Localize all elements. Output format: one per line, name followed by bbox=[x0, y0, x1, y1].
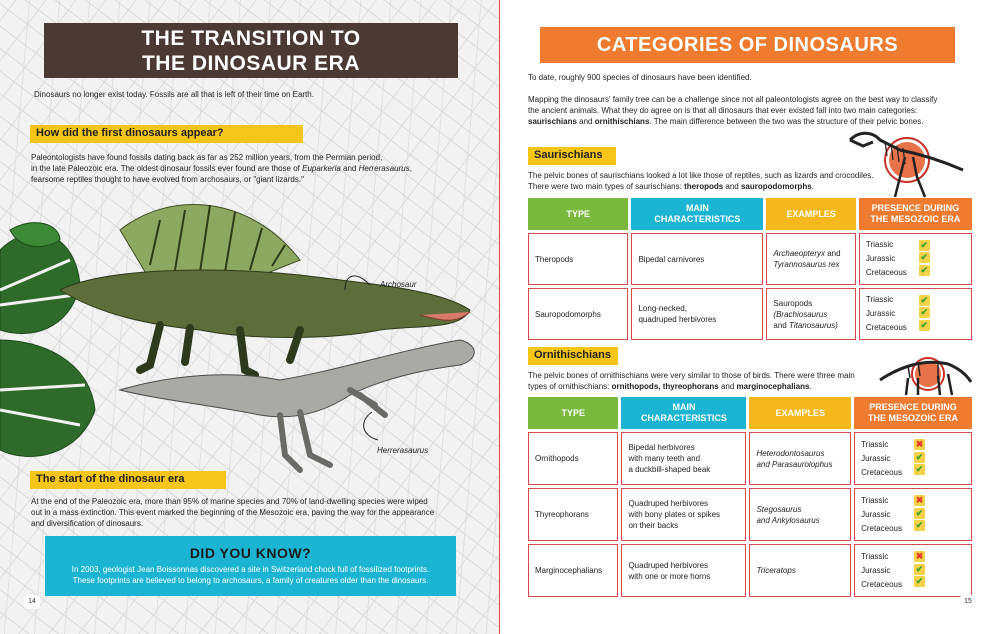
cell-line bbox=[773, 259, 848, 270]
period-triassic: Triassic bbox=[865, 295, 894, 304]
presence-marks bbox=[914, 550, 925, 592]
right-page-title: CATEGORIES OF DINOSAURS bbox=[540, 27, 955, 63]
period-names bbox=[861, 550, 902, 592]
col-presence bbox=[859, 198, 972, 230]
row-type: Ornithopods bbox=[528, 432, 618, 485]
cell-line: Bipedal carnivores bbox=[638, 254, 705, 264]
table-header-row bbox=[528, 397, 972, 429]
period-names bbox=[861, 438, 902, 480]
row-characteristics bbox=[631, 288, 763, 340]
heading-start-dinosaur-era: The start of the dinosaur era bbox=[30, 471, 226, 489]
text-span: in the late Paleozoic era. The oldest dinosaur fossils ever found are those of bbox=[31, 164, 303, 173]
cell-line bbox=[756, 515, 844, 526]
section1-text bbox=[31, 152, 471, 185]
heading-saurischians: Saurischians bbox=[528, 147, 616, 165]
example-term: Archaeopteryx bbox=[773, 249, 825, 258]
section2-text bbox=[31, 496, 481, 529]
check-icon: ✔ bbox=[915, 464, 924, 474]
cross-icon: ✖ bbox=[915, 439, 924, 449]
archosaur-figure bbox=[60, 205, 470, 375]
presence-list bbox=[861, 438, 965, 480]
section2-line: At the end of the Paleozoic era, more than 95% of marine species and 70% of land-dwelling species were wiped bbox=[31, 497, 428, 506]
left-intro: Dinosaurs no longer exist today. Fossils are all that is left of their time on Earth. bbox=[34, 90, 314, 99]
row-presence bbox=[859, 233, 972, 285]
check-icon: ✔ bbox=[920, 264, 929, 275]
row-type: Theropods bbox=[528, 233, 628, 285]
cross-icon: ✖ bbox=[915, 551, 924, 561]
col-type: TYPE bbox=[528, 397, 618, 429]
period-jurassic: Jurassic bbox=[865, 254, 896, 263]
marginocephalians-term: marginocephalians bbox=[736, 382, 810, 391]
sauropodomorphs-term: sauropodomorphs bbox=[740, 182, 812, 191]
euparkeria-term: Euparkeria bbox=[302, 164, 341, 173]
col-examples: EXAMPLES bbox=[749, 397, 851, 429]
cross-icon: ✖ bbox=[915, 495, 924, 505]
cell-line: quadruped herbivores bbox=[638, 315, 717, 324]
cell-line: with one or more horns bbox=[628, 571, 711, 581]
cell-line: Bipedal herbivores bbox=[628, 443, 695, 452]
period-jurassic: Jurassic bbox=[861, 509, 891, 519]
period-cretaceous: Cretaceous bbox=[861, 579, 902, 589]
page-number-right: 15 bbox=[960, 595, 976, 609]
period-cretaceous: Cretaceous bbox=[861, 523, 902, 533]
col-main-characteristics bbox=[631, 198, 763, 230]
table-row bbox=[528, 488, 972, 541]
title-line-1: THE TRANSITION TO bbox=[141, 27, 361, 50]
check-icon: ✔ bbox=[915, 451, 924, 462]
period-jurassic: Jurassic bbox=[865, 309, 896, 318]
header-line: THE MESOZOIC ERA bbox=[870, 214, 961, 224]
saurischians-term: saurischians bbox=[528, 117, 577, 126]
period-names bbox=[861, 494, 902, 536]
section1-line: fearsome reptiles thought to have evolved from archosaurs, or "giant lizards." bbox=[31, 175, 304, 184]
table-row bbox=[528, 544, 972, 597]
row-presence bbox=[854, 488, 972, 541]
orn-line: The pelvic bones of ornithischians were very similar to those of birds. There were three main bbox=[528, 371, 855, 380]
row-examples bbox=[766, 288, 855, 340]
cell-line: with many teeth and bbox=[628, 454, 701, 463]
header-line: CHARACTERISTICS bbox=[640, 413, 727, 423]
cell-line bbox=[773, 309, 848, 320]
row-characteristics bbox=[631, 233, 763, 285]
check-icon: ✔ bbox=[920, 252, 929, 262]
right-page bbox=[500, 0, 1000, 634]
period-triassic: Triassic bbox=[865, 240, 894, 249]
example-term: Stegosaurus bbox=[756, 504, 802, 514]
row-presence bbox=[854, 432, 972, 485]
text-span: . The main difference between the two was the structure of their pelvic bones. bbox=[649, 117, 924, 126]
text-span: and bbox=[825, 249, 841, 258]
example-term: Titanosaurus) bbox=[789, 320, 838, 330]
text-span: and bbox=[576, 117, 595, 126]
presence-list bbox=[866, 293, 965, 335]
ornithischians-term: ornithischians bbox=[594, 117, 650, 126]
ornithischians-table bbox=[525, 394, 975, 600]
did-you-know-box bbox=[45, 536, 456, 596]
col-type: TYPE bbox=[528, 198, 628, 230]
ornithopods-term: ornithopods, thyreophorans bbox=[611, 382, 719, 391]
text-span: , bbox=[409, 164, 412, 173]
title-line-2: THE DINOSAUR ERA bbox=[141, 52, 360, 75]
row-characteristics bbox=[621, 544, 746, 597]
did-line: In 2003, geologist Jean Boissonnas discovered a site in Switzerland chock full of fossilized footprints. bbox=[71, 565, 430, 574]
period-triassic: Triassic bbox=[861, 551, 889, 561]
dinosaur-illustration bbox=[0, 190, 499, 490]
col-presence bbox=[854, 397, 972, 429]
text-span: types of ornithischians: bbox=[528, 382, 612, 391]
example-term: (Brachiosaurus bbox=[773, 309, 828, 319]
ornithischians-text bbox=[528, 370, 968, 392]
check-icon: ✔ bbox=[915, 576, 924, 586]
did-you-know-text bbox=[45, 564, 456, 586]
presence-list bbox=[861, 494, 965, 536]
did-line: These footprints are believed to belong to archosaurs, a family of creatures older than the dinosaurs. bbox=[72, 576, 429, 585]
example-term: and Parasaurolophus bbox=[756, 459, 833, 469]
table-header-row bbox=[528, 198, 972, 230]
cell-line: with bony plates or spikes bbox=[628, 510, 721, 519]
section2-line: out in a mass extinction. This event marked the beginning of the Mesozoic era, paving the way for the appearance bbox=[31, 508, 435, 517]
cell-line: Quadruped herbivores bbox=[628, 499, 709, 508]
check-icon: ✔ bbox=[915, 507, 924, 518]
label-herrerasaurus: Herrerasaurus bbox=[377, 446, 429, 455]
cell-line bbox=[756, 448, 844, 459]
header-line: CHARACTERISTICS bbox=[654, 214, 741, 224]
row-presence bbox=[859, 288, 972, 340]
row-type: Sauropodomorphs bbox=[528, 288, 628, 340]
table-row bbox=[528, 288, 972, 340]
check-icon: ✔ bbox=[920, 239, 929, 250]
check-icon: ✔ bbox=[915, 520, 924, 530]
header-line: MAIN bbox=[672, 402, 696, 412]
right-para-line: Mapping the dinosaurs' family tree can be a challenge since not all paleontologists agree on the best way to classify bbox=[528, 95, 938, 104]
presence-marks bbox=[914, 438, 925, 480]
orn-line bbox=[528, 381, 968, 392]
saur-line: The pelvic bones of saurischians looked a lot like those of reptiles, such as lizards and crocodiles. bbox=[528, 171, 874, 180]
period-names bbox=[866, 293, 907, 335]
cell-line: Quadruped herbivores bbox=[628, 560, 709, 570]
leaf-icon bbox=[0, 223, 95, 457]
heading-first-dinosaurs: How did the first dinosaurs appear? bbox=[30, 125, 303, 143]
text-span: and bbox=[773, 320, 787, 330]
cell-line bbox=[773, 248, 848, 259]
header-line: PRESENCE DURING bbox=[871, 203, 960, 213]
row-examples bbox=[749, 432, 851, 485]
text-span: There were two main types of saurischians: bbox=[528, 182, 685, 191]
row-type: Thyreophorans bbox=[528, 488, 618, 541]
row-characteristics bbox=[621, 432, 746, 485]
section1-line: Paleontologists have found fossils dating back as far as 252 million years, from the Permian period, bbox=[31, 153, 383, 162]
cell-line bbox=[773, 320, 848, 331]
saurischians-text bbox=[528, 170, 968, 192]
period-cretaceous: Cretaceous bbox=[861, 467, 902, 477]
check-icon: ✔ bbox=[920, 319, 929, 330]
header-line: MAIN bbox=[685, 203, 709, 213]
col-examples: EXAMPLES bbox=[766, 198, 855, 230]
cell-line: on their backs bbox=[628, 521, 679, 530]
page-number-left: 14 bbox=[24, 595, 40, 609]
cell-line bbox=[756, 459, 844, 470]
text-span: . bbox=[809, 382, 812, 391]
check-icon: ✔ bbox=[920, 294, 929, 305]
example-term: and Ankylosaurus bbox=[756, 515, 820, 525]
header-line: THE MESOZOIC ERA bbox=[868, 413, 959, 423]
cell-line bbox=[756, 565, 844, 576]
row-examples bbox=[749, 488, 851, 541]
row-characteristics bbox=[621, 488, 746, 541]
did-you-know-title: DID YOU KNOW? bbox=[189, 545, 312, 561]
text-span: and bbox=[718, 382, 737, 391]
presence-marks bbox=[919, 238, 930, 280]
row-presence bbox=[854, 544, 972, 597]
left-page bbox=[0, 0, 499, 634]
cell-line: Sauropods bbox=[773, 298, 813, 308]
right-intro: To date, roughly 900 species of dinosaurs have been identified. bbox=[528, 73, 752, 82]
theropods-term: theropods bbox=[684, 182, 724, 191]
row-examples bbox=[766, 233, 855, 285]
saurischians-table bbox=[525, 195, 975, 343]
period-jurassic: Jurassic bbox=[861, 453, 891, 463]
left-page-title bbox=[44, 23, 458, 78]
heading-ornithischians: Ornithischians bbox=[528, 347, 618, 365]
cell-line: Long-necked, bbox=[638, 304, 687, 313]
period-names bbox=[866, 238, 907, 280]
check-icon: ✔ bbox=[920, 307, 929, 317]
period-cretaceous: Cretaceous bbox=[865, 268, 907, 277]
label-archosaur: Archosaur bbox=[380, 280, 417, 289]
row-examples bbox=[749, 544, 851, 597]
header-line: PRESENCE DURING bbox=[869, 402, 957, 412]
period-cretaceous: Cretaceous bbox=[865, 323, 907, 332]
example-term: Tyrannosaurus rex bbox=[773, 260, 840, 269]
text-span: . bbox=[811, 182, 814, 191]
col-main-characteristics bbox=[621, 397, 746, 429]
text-span: and bbox=[340, 164, 359, 173]
period-jurassic: Jurassic bbox=[861, 565, 891, 575]
cell-line: a duckbill-shaped beak bbox=[628, 465, 711, 474]
section2-line: and diversification of dinosaurs. bbox=[31, 519, 144, 528]
presence-list bbox=[866, 238, 965, 280]
row-type: Marginocephalians bbox=[528, 544, 618, 597]
cell-line bbox=[756, 504, 844, 515]
check-icon: ✔ bbox=[915, 563, 924, 574]
right-para-line: the ancient animals. What they do agree on is that all dinosaurs that ever existed fall into two main categories: bbox=[528, 106, 918, 115]
presence-marks bbox=[914, 494, 925, 536]
presence-marks bbox=[919, 293, 930, 335]
period-triassic: Triassic bbox=[861, 439, 889, 449]
saur-line bbox=[528, 181, 968, 192]
example-term: Triceratops bbox=[756, 566, 796, 575]
text-span: and bbox=[723, 182, 741, 191]
herrerasaurus-term: Herrerasaurus bbox=[358, 164, 410, 173]
presence-list bbox=[861, 550, 965, 592]
table-row bbox=[528, 233, 972, 285]
example-term: Heterodontosaurus bbox=[756, 448, 825, 458]
section1-line bbox=[31, 163, 471, 174]
period-triassic: Triassic bbox=[861, 495, 889, 505]
table-row bbox=[528, 432, 972, 485]
